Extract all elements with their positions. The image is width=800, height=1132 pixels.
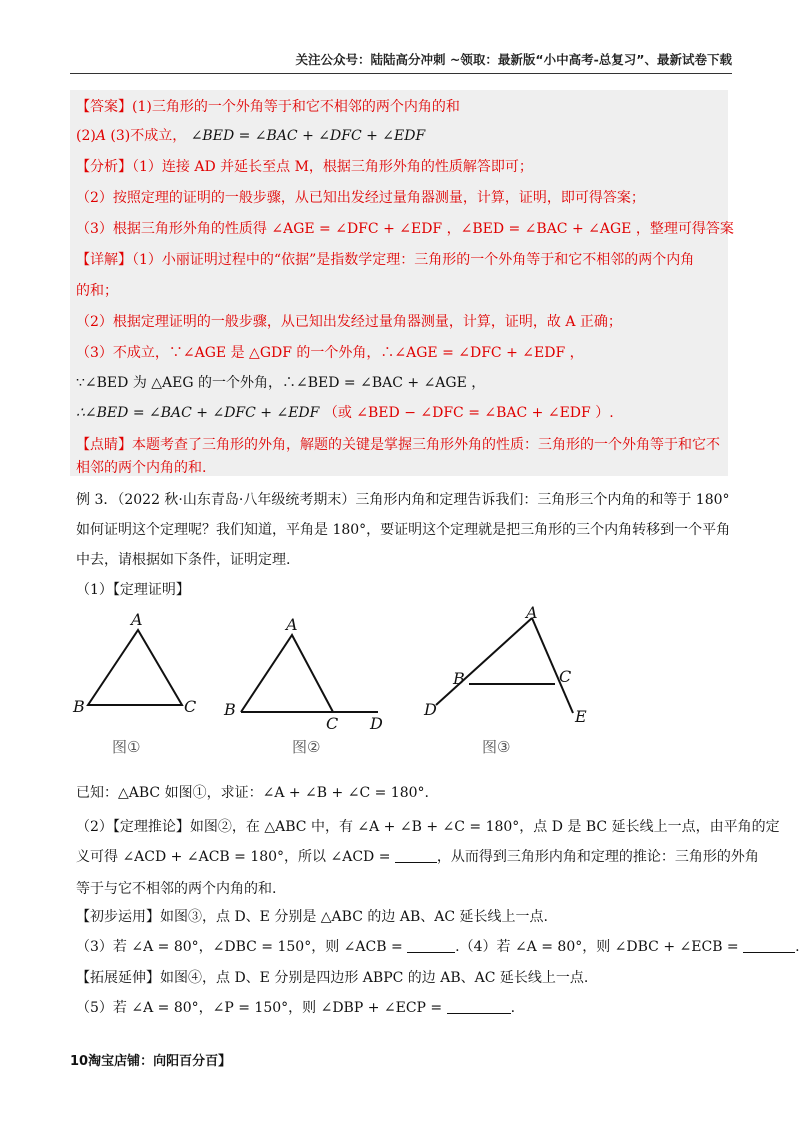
question-3-intro: 【初步运用】如图③，点 D、E 分别是 △ABC 的边 AB、AC 延长线上一点. — [76, 909, 548, 925]
question-2-line-3: 等于与它不相邻的两个内角的和. — [76, 881, 277, 897]
question-given: 已知：△ABC 如图①，求证：∠A + ∠B + ∠C = 180°. — [76, 785, 429, 801]
figure-1 — [88, 630, 182, 705]
detail-tag: 【详解】 — [76, 252, 132, 268]
answer-blank-acd[interactable] — [395, 848, 437, 863]
summary-tag: 【点睛】 — [76, 437, 132, 453]
detail-line-6: ∴∠BED = ∠BAC + ∠DFC + ∠EDF （或 ∠BED − ∠DFC = ∠BAC + ∠EDF ）. — [76, 405, 614, 421]
fig1-label-a: A — [131, 610, 143, 629]
fig1-label-b: B — [73, 697, 85, 716]
figure-3 — [436, 618, 573, 713]
question-5: （5）若 ∠A = 80°，∠P = 150°，则 ∠DBP + ∠ECP = . — [76, 1000, 516, 1016]
detail-line-5: ∵∠BED 为 △AEG 的一个外角，∴∠BED = ∠BAC + ∠AGE ， — [76, 375, 486, 391]
fig2-label-a: A — [286, 615, 298, 634]
question-2-line-2: 义可得 ∠ACD + ∠ACB = 180°，所以 ∠ACD = ，从而得到三角形内角和定理的推论：三角形的外角 — [76, 849, 759, 865]
analysis-tag: 【分析】 — [76, 159, 132, 175]
example-line-2: 如何证明这个定理呢？我们知道，平角是 180°，要证明这个定理就是把三角形的三个内角转移到一个平角 — [76, 522, 731, 538]
analysis-line-3: （3）根据三角形外角的性质得 ∠AGE = ∠DFC + ∠EDF ，∠BED = ∠BAC + ∠AGE ，整理可得答案 — [76, 221, 734, 237]
answer-line-2: (2)A (3)不成立， ∠BED = ∠BAC + ∠DFC + ∠EDF — [76, 128, 426, 144]
page-footer: 10淘宝店铺：向阳百分百】 — [70, 1054, 232, 1069]
answer-line-1: 【答案】(1)三角形的一个外角等于和它不相邻的两个内角的和 — [76, 99, 460, 115]
fig1-label-c: C — [184, 697, 197, 716]
answer-tag: 【答案】 — [76, 99, 132, 115]
fig2-caption: 图② — [292, 738, 321, 756]
figure-2 — [241, 635, 378, 712]
figures — [70, 600, 730, 770]
detail-line-1: 【详解】（1）小丽证明过程中的“依据”是指数学定理：三角形的一个外角等于和它不相邻的两个内角 — [76, 252, 695, 268]
detail-line-2: 的和； — [76, 283, 118, 299]
summary-line-2: 相邻的两个内角的和. — [76, 460, 207, 476]
fig3-label-c: C — [559, 667, 572, 686]
fig3-label-d: D — [424, 700, 437, 719]
triangle-abc-2 — [241, 635, 333, 712]
line-ad — [436, 618, 532, 705]
question-3-4: （3）若 ∠A = 80°，∠DBC = 150°，则 ∠ACB = .（4）若 ∠A = 80°，则 ∠DBC + ∠ECB = . — [76, 939, 800, 955]
example-line-4: （1）【定理证明】 — [76, 582, 190, 598]
fig2-label-d: D — [370, 714, 383, 733]
fig3-caption: 图③ — [482, 738, 511, 756]
fig1-caption: 图① — [112, 738, 141, 756]
header-rule — [70, 73, 732, 74]
analysis-line-1: 【分析】（1）连接 AD 并延长至点 M，根据三角形外角的性质解答即可； — [76, 159, 533, 175]
summary-line-1: 【点睛】本题考查了三角形的外角，解题的关键是掌握三角形外角的性质：三角形的一个外角等于和它不 — [76, 437, 720, 453]
line-ae — [532, 618, 573, 713]
page-header: 关注公众号：陆陆高分冲刺 ~领取：最新版“小中高考-总复习”、最新试卷下载 — [295, 52, 732, 67]
example-line-3: 中去，请根据如下条件，证明定理. — [76, 552, 291, 568]
question-2-line-1: （2）【定理推论】如图②，在 △ABC 中，有 ∠A + ∠B + ∠C = 180°，点 D 是 BC 延长线上一点，由平角的定 — [76, 819, 780, 835]
answer-blank-dbc-ecb[interactable] — [743, 938, 795, 953]
fig3-label-b: B — [453, 669, 465, 688]
analysis-line-2: （2）按照定理的证明的一般步骤，从已知出发经过量角器测量，计算，证明，即可得答案； — [76, 190, 645, 206]
example-line-1: 例 3．（2022 秋·山东青岛·八年级统考期末）三角形内角和定理告诉我们：三角形三个内角的和等于 180° — [76, 492, 730, 508]
fig3-label-a: A — [526, 603, 538, 622]
question-5-intro: 【拓展延伸】如图④，点 D、E 分别是四边形 ABPC 的边 AB、AC 延长线上一点. — [76, 970, 589, 986]
triangle-abc-1 — [88, 630, 182, 705]
detail-line-4: （3）不成立，∵∠AGE 是 △GDF 的一个外角，∴∠AGE = ∠DFC + ∠EDF ， — [76, 345, 584, 361]
fig2-label-b: B — [224, 700, 236, 719]
figures-svg — [70, 600, 730, 770]
answer-blank-acb[interactable] — [407, 938, 455, 953]
detail-line-3: （2）根据定理证明的一般步骤，从已知出发经过量角器测量，计算，证明，故 A 正确； — [76, 314, 622, 330]
fig2-label-c: C — [326, 714, 339, 733]
fig3-label-e: E — [575, 707, 587, 726]
answer-blank-dbp-ecp[interactable] — [447, 999, 511, 1014]
